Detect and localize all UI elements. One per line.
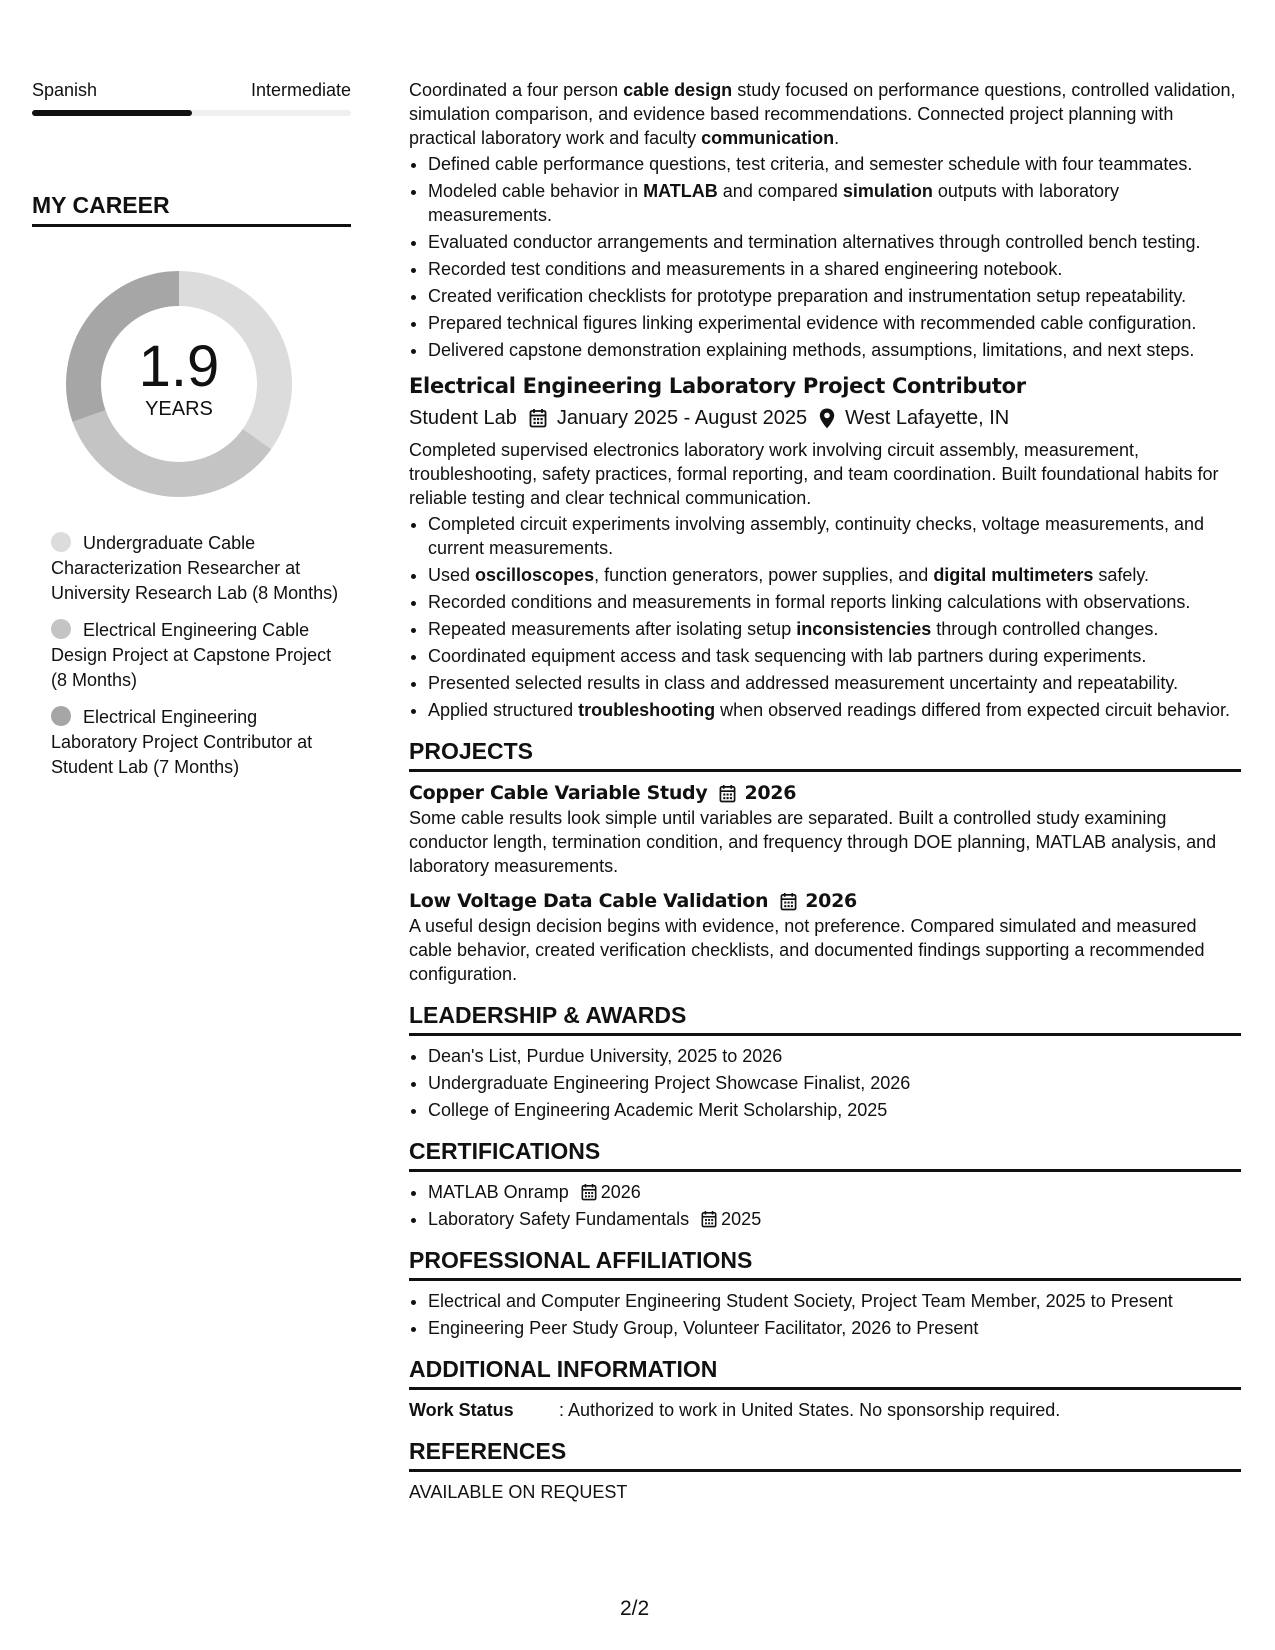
list-item: • Electrical and Computer Engineering Student Society, Project Team Member, 2025 to Present	[428, 1289, 1241, 1313]
list-item	[428, 1207, 1241, 1231]
list-item: • Repeated measurements after isolating setup inconsistencies through controlled changes.	[428, 617, 1241, 641]
main-content	[409, 78, 1241, 1504]
legend-dot-icon	[51, 619, 71, 639]
project-description: Some cable results look simple until variables are separated. Built a controlled study examining conductor length, termination condition, and frequency through DOE planning, MATLAB analysis, and laboratory measurements.	[409, 808, 1217, 876]
affiliations-section-title: PROFESSIONAL AFFILIATIONS	[409, 1245, 1241, 1281]
career-legend-item	[51, 531, 341, 606]
language-row	[32, 78, 351, 102]
list-item: • Dean's List, Purdue University, 2025 to 2026	[428, 1044, 1241, 1068]
project-name: Low Voltage Data Cable Validation	[409, 890, 769, 912]
job-company: Student Lab	[409, 407, 517, 429]
certification-year: 2026	[600, 1182, 641, 1202]
list-item: • Used oscilloscopes, function generators, power supplies, and digital multimeters safely.	[428, 563, 1241, 587]
work-status-row	[409, 1398, 1241, 1422]
certifications-list	[409, 1180, 1241, 1231]
career-legend-item	[51, 705, 341, 780]
list-item: • Delivered capstone demonstration explaining methods, assumptions, limitations, and next steps.	[428, 338, 1241, 362]
references-text: AVAILABLE ON REQUEST	[409, 1482, 628, 1502]
language-level: Intermediate	[250, 80, 351, 100]
job-dates: January 2025 - August 2025	[556, 407, 808, 429]
list-item: • College of Engineering Academic Merit Scholarship, 2025	[428, 1098, 1241, 1122]
awards-section-title: LEADERSHIP & AWARDS	[409, 1000, 1241, 1036]
career-legend-label: Undergraduate Cable Characterization Researcher at University Research Lab (8 Months)	[51, 533, 339, 603]
affiliations-list	[409, 1289, 1241, 1340]
career-legend	[51, 531, 351, 780]
career-section-title: MY CAREER	[32, 190, 351, 227]
certification-name: • Laboratory Safety Fundamentals	[428, 1209, 690, 1229]
legend-dot-icon	[51, 532, 71, 552]
list-item: • Modeled cable behavior in MATLAB and compared simulation outputs with laboratory measurements.	[428, 179, 1241, 227]
job-title: Electrical Engineering Laboratory Project Contributor	[409, 374, 1026, 398]
project-year: 2026	[744, 782, 797, 804]
career-legend-label: Electrical Engineering Cable Design Project at Capstone Project (8 Months)	[51, 620, 332, 690]
project-name: Copper Cable Variable Study	[409, 782, 708, 804]
language-proficiency-bar	[32, 110, 351, 116]
list-item: • Evaluated conductor arrangements and termination alternatives through controlled bench testing.	[428, 230, 1241, 254]
language-name: Spanish	[32, 80, 98, 100]
job-meta	[409, 404, 1241, 432]
list-item: • Recorded test conditions and measurements in a shared engineering notebook.	[428, 257, 1241, 281]
work-status-label: Work Status	[409, 1400, 514, 1420]
project-title	[409, 888, 1241, 914]
references-section-title: REFERENCES	[409, 1436, 1241, 1472]
sidebar	[32, 78, 351, 792]
list-item: • Undergraduate Engineering Project Showcase Finalist, 2026	[428, 1071, 1241, 1095]
list-item	[428, 1180, 1241, 1204]
project-title	[409, 780, 1241, 806]
career-total-unit: YEARS	[145, 398, 213, 420]
list-item: • Prepared technical figures linking experimental evidence with recommended cable configuration.	[428, 311, 1241, 335]
career-donut-chart	[66, 271, 292, 497]
calendar-icon	[780, 892, 797, 911]
career-total	[66, 271, 292, 497]
career-legend-item	[51, 618, 341, 693]
language-proficiency-fill	[32, 110, 192, 116]
job-summary: Coordinated a four person cable design study focused on performance questions, controlled validation, simulation comparison, and evidence based recommendations. Connected project planning with practical laboratory work and faculty communication.	[409, 80, 1236, 148]
job-location: West Lafayette, IN	[845, 407, 1010, 429]
project-description: A useful design decision begins with evidence, not preference. Compared simulated and measured cable behavior, created verification checklists, and documented findings supporting a recommended configuration.	[409, 916, 1205, 984]
list-item: • Defined cable performance questions, test criteria, and semester schedule with four teammates.	[428, 152, 1241, 176]
awards-list	[409, 1044, 1241, 1122]
job-summary: Completed supervised electronics laboratory work involving circuit assembly, measurement, troubleshooting, safety practices, formal reporting, and team coordination. Built foundational habits for reliable testing and clear technical communication.	[409, 440, 1219, 508]
project-year: 2026	[805, 890, 857, 912]
calendar-icon	[701, 1210, 717, 1228]
list-item: • Coordinated equipment access and task sequencing with lab partners during experiments.	[428, 644, 1241, 668]
legend-dot-icon	[51, 706, 71, 726]
additional-info-section-title: ADDITIONAL INFORMATION	[409, 1354, 1241, 1390]
calendar-icon	[529, 408, 547, 428]
map-pin-icon	[819, 408, 835, 429]
job-bullets	[409, 512, 1241, 722]
certification-year: 2025	[721, 1209, 762, 1229]
list-item: • Engineering Peer Study Group, Volunteer Facilitator, 2026 to Present	[428, 1316, 1241, 1340]
calendar-icon	[719, 784, 736, 803]
page-number: 2/2	[620, 1597, 650, 1620]
list-item: • Completed circuit experiments involving assembly, continuity checks, voltage measurements, and current measurements.	[428, 512, 1241, 560]
career-legend-label: Electrical Engineering Laboratory Project Contributor at Student Lab (7 Months)	[51, 707, 313, 777]
job-bullets	[409, 152, 1241, 362]
list-item: • Created verification checklists for prototype preparation and instrumentation setup repeatability.	[428, 284, 1241, 308]
certification-name: • MATLAB Onramp	[428, 1182, 569, 1202]
calendar-icon	[581, 1183, 597, 1201]
list-item: • Applied structured troubleshooting when observed readings differed from expected circuit behavior.	[428, 698, 1241, 722]
list-item: • Presented selected results in class and addressed measurement uncertainty and repeatability.	[428, 671, 1241, 695]
work-status-value: : Authorized to work in United States. No sponsorship required.	[559, 1400, 1061, 1420]
certifications-section-title: CERTIFICATIONS	[409, 1136, 1241, 1172]
career-total-value: 1.9	[138, 334, 220, 399]
projects-section-title: PROJECTS	[409, 736, 1241, 772]
list-item: • Recorded conditions and measurements in formal reports linking calculations with observations.	[428, 590, 1241, 614]
